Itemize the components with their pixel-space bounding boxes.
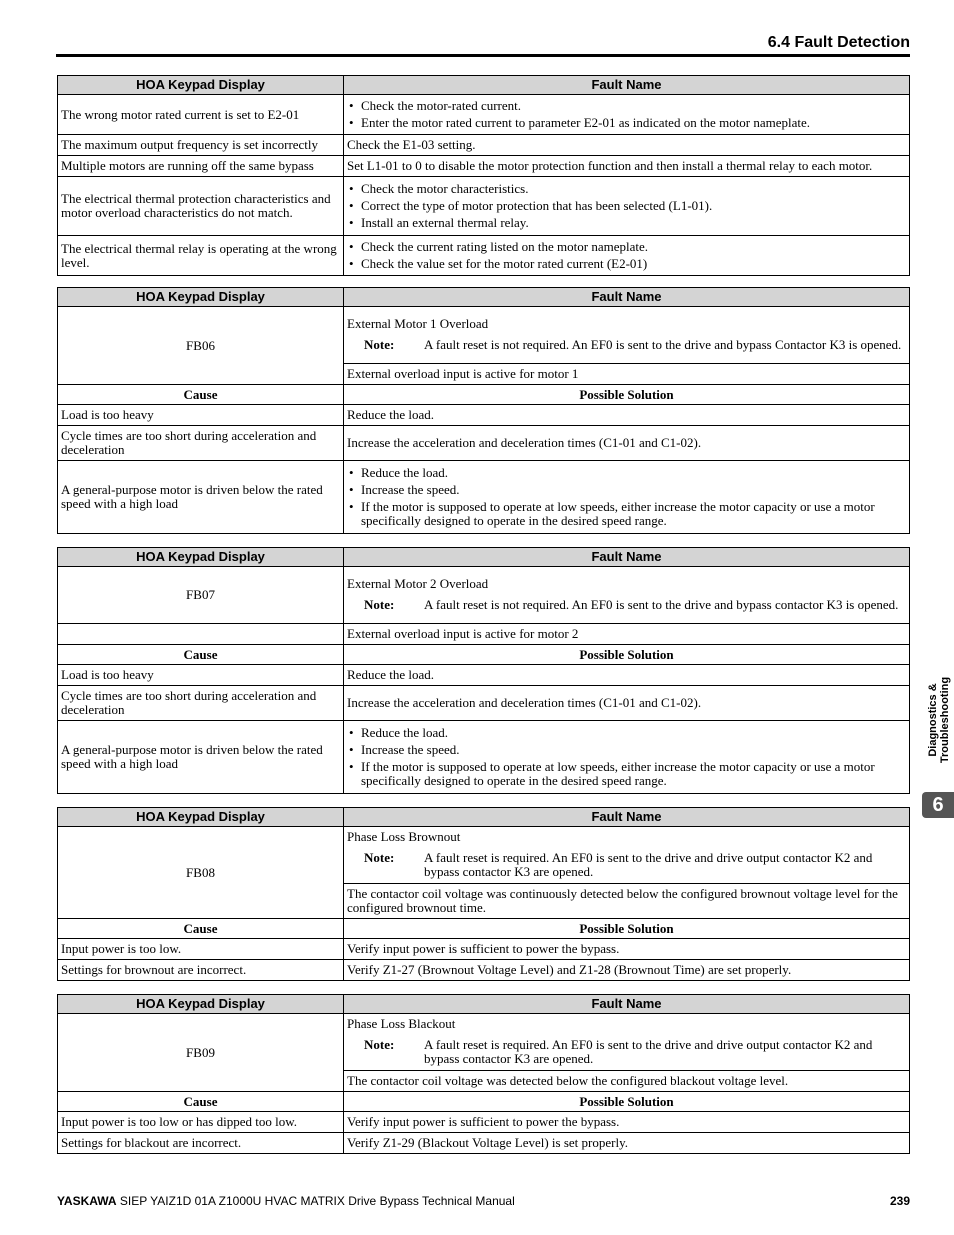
fault-name: External Motor 1 Overload (347, 315, 489, 331)
table-header-row (58, 76, 910, 95)
fault-description-row (58, 624, 910, 645)
col-header-cause: Cause (58, 385, 344, 405)
side-tab-line1: Diagnostics & (927, 683, 939, 757)
solution-cell (344, 177, 910, 236)
note-text: A fault reset is required. An EF0 is sent to the drive and drive output contactor K2 and bypass contactor K3 are opened. (424, 1036, 873, 1066)
solution-item: • Increase the speed. (347, 483, 906, 497)
note (347, 1038, 906, 1066)
cause-cell: Cycle times are too short during acceleration and deceleration (58, 426, 344, 461)
col-header-cause: Cause (58, 1092, 344, 1112)
cause-cell: The electrical thermal relay is operating at the wrong level. (58, 236, 344, 276)
fault-table-fb08 (57, 807, 910, 981)
cause-cell: The electrical thermal protection characteristics and motor overload characteristics do not match. (58, 177, 344, 236)
solution-cell: Increase the acceleration and deceleration times (C1-01 and C1-02). (344, 686, 910, 721)
cause-cell: Input power is too low or has dipped too low. (58, 1112, 344, 1133)
note-text: A fault reset is not required. An EF0 is sent to the drive and bypass Contactor K3 is opened. (424, 336, 902, 352)
header-rule (56, 54, 910, 57)
fault-name-row (58, 307, 910, 364)
table-row (58, 939, 910, 960)
side-tab-line2: Troubleshooting (939, 676, 951, 764)
col-header-solution: Possible Solution (344, 919, 910, 939)
solution-item: • Install an external thermal relay. (347, 216, 906, 230)
col-header-fault: Fault Name (344, 808, 910, 827)
solution-cell: Verify Z1-29 (Blackout Voltage Level) is set properly. (344, 1133, 910, 1154)
fault-name: External Motor 2 Overload (347, 575, 489, 591)
note-text: A fault reset is not required. An EF0 is sent to the drive and bypass contactor K3 is opened. (424, 596, 899, 612)
solution-item: • Check the motor characteristics. (347, 182, 906, 196)
table-header-row (58, 548, 910, 567)
cause-cell: Settings for brownout are incorrect. (58, 960, 344, 981)
fault-name: Phase Loss Brownout (347, 828, 461, 844)
col-header-solution: Possible Solution (344, 385, 910, 405)
fault-code: FB08 (58, 827, 344, 919)
solution-item: • Check the value set for the motor rated current (E2-01) (347, 257, 906, 271)
solution-item: • Enter the motor rated current to parameter E2-01 as indicated on the motor nameplate. (347, 116, 906, 130)
solution-cell: Verify input power is sufficient to power the bypass. (344, 1112, 910, 1133)
fault-table-continuation (57, 75, 910, 276)
solution-cell: Verify input power is sufficient to power the bypass. (344, 939, 910, 960)
col-header-fault: Fault Name (344, 288, 910, 307)
cause-cell: A general-purpose motor is driven below the rated speed with a high load (58, 721, 344, 794)
fault-code: FB09 (58, 1014, 344, 1092)
cause-cell: Cycle times are too short during acceleration and deceleration (58, 686, 344, 721)
table-row (58, 686, 910, 721)
col-header-display: HOA Keypad Display (58, 288, 344, 307)
table-row (58, 426, 910, 461)
fault-name-cell (344, 307, 910, 364)
solution-item: • Check the current rating listed on the motor nameplate. (347, 240, 906, 254)
side-tab-label-text (927, 677, 951, 763)
fault-table-fb07 (57, 547, 910, 794)
fault-description: External overload input is active for motor 2 (344, 624, 910, 645)
fault-description: The contactor coil voltage was detected below the configured blackout voltage level. (344, 1071, 910, 1092)
table-row (58, 960, 910, 981)
fault-description: External overload input is active for motor 1 (344, 364, 910, 385)
col-header-fault: Fault Name (344, 995, 910, 1014)
page-footer (57, 1194, 910, 1208)
cause-header-row (58, 919, 910, 939)
cause-cell: The wrong motor rated current is set to E2-01 (58, 95, 344, 135)
fault-description: The contactor coil voltage was continuously detected below the configured brownout voltage level for the configured brownout time. (344, 884, 910, 919)
solution-item: • Correct the type of motor protection that has been selected (L1-01). (347, 199, 906, 213)
table-row (58, 721, 910, 794)
side-tab-label (922, 660, 954, 780)
cause-header-row (58, 645, 910, 665)
col-header-display: HOA Keypad Display (58, 808, 344, 827)
note (347, 598, 906, 612)
solution-item: • If the motor is supposed to operate at low speeds, either increase the motor capacity or use a motor specifically designed to operate in the desired speed range. (347, 500, 906, 528)
solution-cell (344, 236, 910, 276)
solution-cell (344, 721, 910, 794)
section-title: 6.4 Fault Detection (767, 34, 910, 51)
solution-item: • Increase the speed. (347, 743, 906, 757)
fault-name-row (58, 827, 910, 884)
col-header-fault: Fault Name (344, 76, 910, 95)
solution-item: • If the motor is supposed to operate at low speeds, either increase the motor capacity or use a motor specifically designed to operate in the desired speed range. (347, 760, 906, 788)
cause-cell: The maximum output frequency is set incorrectly (58, 135, 344, 156)
table-row (58, 665, 910, 686)
col-header-display: HOA Keypad Display (58, 995, 344, 1014)
note-text: A fault reset is required. An EF0 is sent to the drive and drive output contactor K2 and bypass contactor K3 are opened. (424, 849, 873, 879)
table-header-row (58, 995, 910, 1014)
col-header-cause: Cause (58, 919, 344, 939)
table-header-row (58, 808, 910, 827)
footer-brand: YASKAWA (57, 1194, 117, 1208)
cause-cell: Input power is too low. (58, 939, 344, 960)
col-header-display: HOA Keypad Display (58, 548, 344, 567)
solution-item: • Reduce the load. (347, 466, 906, 480)
fault-name-row (58, 567, 910, 624)
solution-cell (344, 95, 910, 135)
cause-header-row (58, 1092, 910, 1112)
col-header-fault: Fault Name (344, 548, 910, 567)
cause-cell: Load is too heavy (58, 665, 344, 686)
note (347, 851, 906, 879)
solution-cell: Set L1-01 to 0 to disable the motor protection function and then install a thermal relay to each motor. (344, 156, 910, 177)
table-row (58, 405, 910, 426)
col-header-display: HOA Keypad Display (58, 76, 344, 95)
solution-cell: Reduce the load. (344, 405, 910, 426)
solution-item: • Reduce the load. (347, 726, 906, 740)
fault-code: FB07 (58, 567, 344, 624)
table-row (58, 95, 910, 135)
fault-table-fb09 (57, 994, 910, 1154)
solution-cell: Increase the acceleration and deceleration times (C1-01 and C1-02). (344, 426, 910, 461)
cause-cell: Settings for blackout are incorrect. (58, 1133, 344, 1154)
table-row (58, 236, 910, 276)
fault-table-fb06 (57, 287, 910, 534)
table-row (58, 156, 910, 177)
fault-name-cell (344, 567, 910, 624)
cause-cell: A general-purpose motor is driven below the rated speed with a high load (58, 461, 344, 534)
table-row (58, 461, 910, 534)
fault-name-row (58, 1014, 910, 1071)
fault-name: Phase Loss Blackout (347, 1015, 456, 1031)
fault-name-cell (344, 827, 910, 884)
col-header-solution: Possible Solution (344, 645, 910, 665)
fault-code: FB06 (58, 307, 344, 385)
solution-cell: Reduce the load. (344, 665, 910, 686)
note-label: Note: (364, 596, 395, 612)
fault-name-cell (344, 1014, 910, 1071)
solution-item: • Check the motor-rated current. (347, 99, 906, 113)
table-row (58, 177, 910, 236)
cause-cell: Multiple motors are running off the same bypass (58, 156, 344, 177)
note-label: Note: (364, 1036, 395, 1052)
page-number: 239 (889, 1194, 910, 1208)
table-header-row (58, 288, 910, 307)
note-label: Note: (364, 336, 395, 352)
note-label: Note: (364, 849, 395, 865)
solution-cell: Check the E1-03 setting. (344, 135, 910, 156)
solution-cell: Verify Z1-27 (Brownout Voltage Level) and Z1-28 (Brownout Time) are set properly. (344, 960, 910, 981)
table-row (58, 135, 910, 156)
solution-cell (344, 461, 910, 534)
col-header-cause: Cause (58, 645, 344, 665)
col-header-solution: Possible Solution (344, 1092, 910, 1112)
note (347, 338, 906, 352)
empty-cell (58, 624, 344, 645)
table-row (58, 1112, 910, 1133)
chapter-tab: 6 (922, 792, 954, 818)
cause-cell: Load is too heavy (58, 405, 344, 426)
table-row (58, 1133, 910, 1154)
cause-header-row (58, 385, 910, 405)
footer-manual: SIEP YAIZ1D 01A Z1000U HVAC MATRIX Drive Bypass Technical Manual (119, 1194, 515, 1208)
